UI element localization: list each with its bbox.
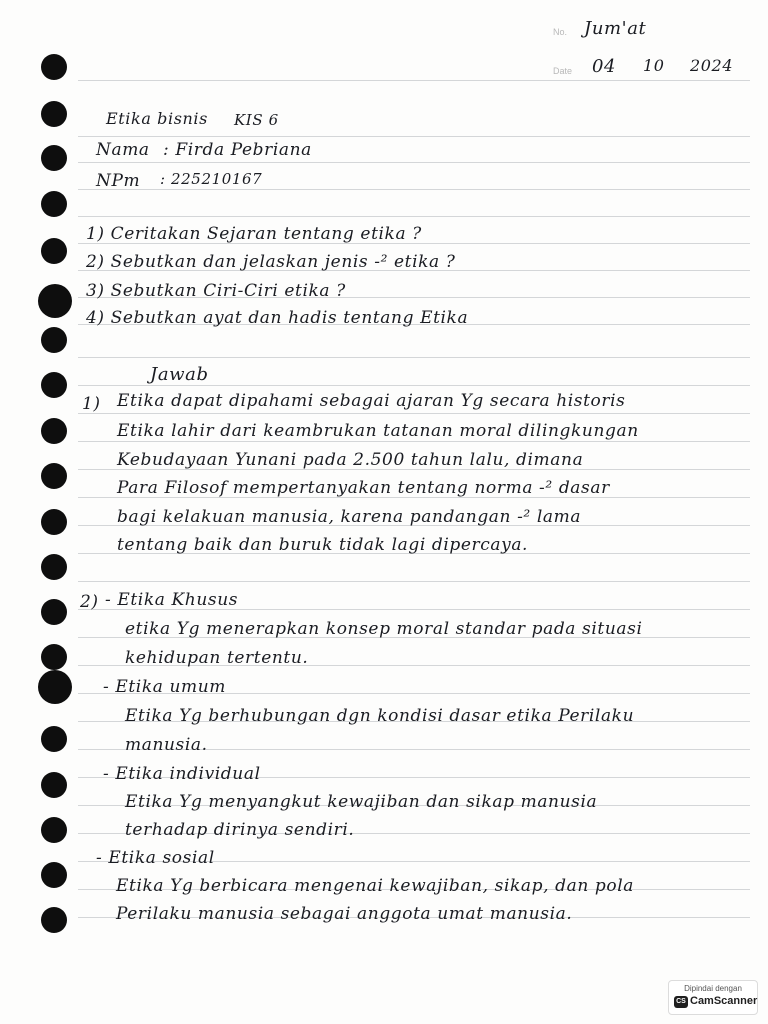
ethics-type-line: Etika Yg berhubungan dgn kondisi dasar etika Perilaku	[125, 706, 635, 726]
date-year: 2024	[690, 56, 734, 75]
ethics-type-title: - Etika sosial	[96, 848, 215, 868]
binder-hole	[41, 54, 67, 80]
day-text: Jum'at	[584, 18, 647, 39]
binder-hole	[41, 726, 67, 752]
binder-hole	[41, 907, 67, 933]
ethics-type-title: - Etika individual	[103, 764, 261, 784]
binder-hole	[41, 772, 67, 798]
name-label: Nama	[96, 140, 150, 160]
no-label: No.	[553, 27, 568, 37]
question-2: 2) Sebutkan dan jelaskan jenis -² etika ?	[86, 252, 456, 272]
binder-hole	[41, 238, 67, 264]
scanner-watermark	[668, 980, 758, 1015]
binder-hole	[41, 509, 67, 535]
ethics-type-line: terhadap dirinya sendiri.	[125, 820, 355, 840]
ethics-type-line: kehidupan tertentu.	[125, 648, 309, 668]
binder-hole	[41, 145, 67, 171]
binder-hole	[41, 817, 67, 843]
ethics-type-title: - Etika umum	[103, 677, 227, 697]
npm-value: : 225210167	[160, 170, 263, 188]
answer-1-line: Para Filosof mempertanyakan tentang norma -² dasar	[117, 478, 610, 498]
answer-1-line: Etika dapat dipahami sebagai ajaran Yg secara historis	[117, 391, 626, 411]
binder-hole	[41, 862, 67, 888]
name-value: : Firda Pebriana	[163, 140, 312, 160]
binder-hole	[38, 670, 72, 704]
question-4: 4) Sebutkan ayat dan hadis tentang Etika	[86, 308, 469, 328]
ethics-type-line: Etika Yg berbicara mengenai kewajiban, sikap, dan pola	[116, 876, 635, 896]
npm-label: NPm	[96, 171, 141, 191]
answer-heading: Jawab	[150, 364, 209, 385]
binder-hole	[41, 418, 67, 444]
binder-hole	[41, 644, 67, 670]
ethics-type-line: etika Yg menerapkan konsep moral standar pada situasi	[125, 619, 643, 639]
binder-hole	[41, 191, 67, 217]
ethics-type-line: Perilaku manusia sebagai anggota umat manusia.	[116, 904, 573, 924]
date-day: 04	[592, 56, 617, 77]
binder-hole	[41, 463, 67, 489]
binder-hole	[41, 327, 67, 353]
binder-hole	[41, 599, 67, 625]
ethics-type-title: - Etika Khusus	[105, 590, 239, 610]
question-3: 3) Sebutkan Ciri-Ciri etika ?	[86, 281, 346, 301]
answer-1-line: bagi kelakuan manusia, karena pandangan -² lama	[117, 507, 582, 527]
binder-hole	[41, 372, 67, 398]
class-label: KIS 6	[234, 111, 279, 129]
binder-hole	[38, 284, 72, 318]
answer-1-line: Etika lahir dari keambrukan tatanan moral dilingkungan	[117, 421, 639, 441]
answer-1-line: Kebudayaan Yunani pada 2.500 tahun lalu, dimana	[117, 450, 584, 470]
camscanner-logo-icon: CS	[674, 996, 688, 1008]
binder-hole	[41, 101, 67, 127]
ethics-type-line: manusia.	[125, 735, 208, 755]
scanner-name: CamScanner	[690, 995, 758, 1007]
date-month: 10	[643, 56, 665, 75]
answer-1-line: tentang baik dan buruk tidak lagi dipercaya.	[117, 535, 529, 555]
course-title: Etika bisnis	[106, 109, 208, 128]
question-1: 1) Ceritakan Sejaran tentang etika ?	[86, 224, 422, 244]
answer-2-number: 2)	[80, 592, 99, 612]
binder-hole	[41, 554, 67, 580]
scanner-caption: Dipindai dengan	[684, 984, 742, 993]
answer-1-number: 1)	[82, 394, 101, 414]
date-label: Date	[553, 66, 573, 76]
ethics-type-line: Etika Yg menyangkut kewajiban dan sikap manusia	[125, 792, 598, 812]
